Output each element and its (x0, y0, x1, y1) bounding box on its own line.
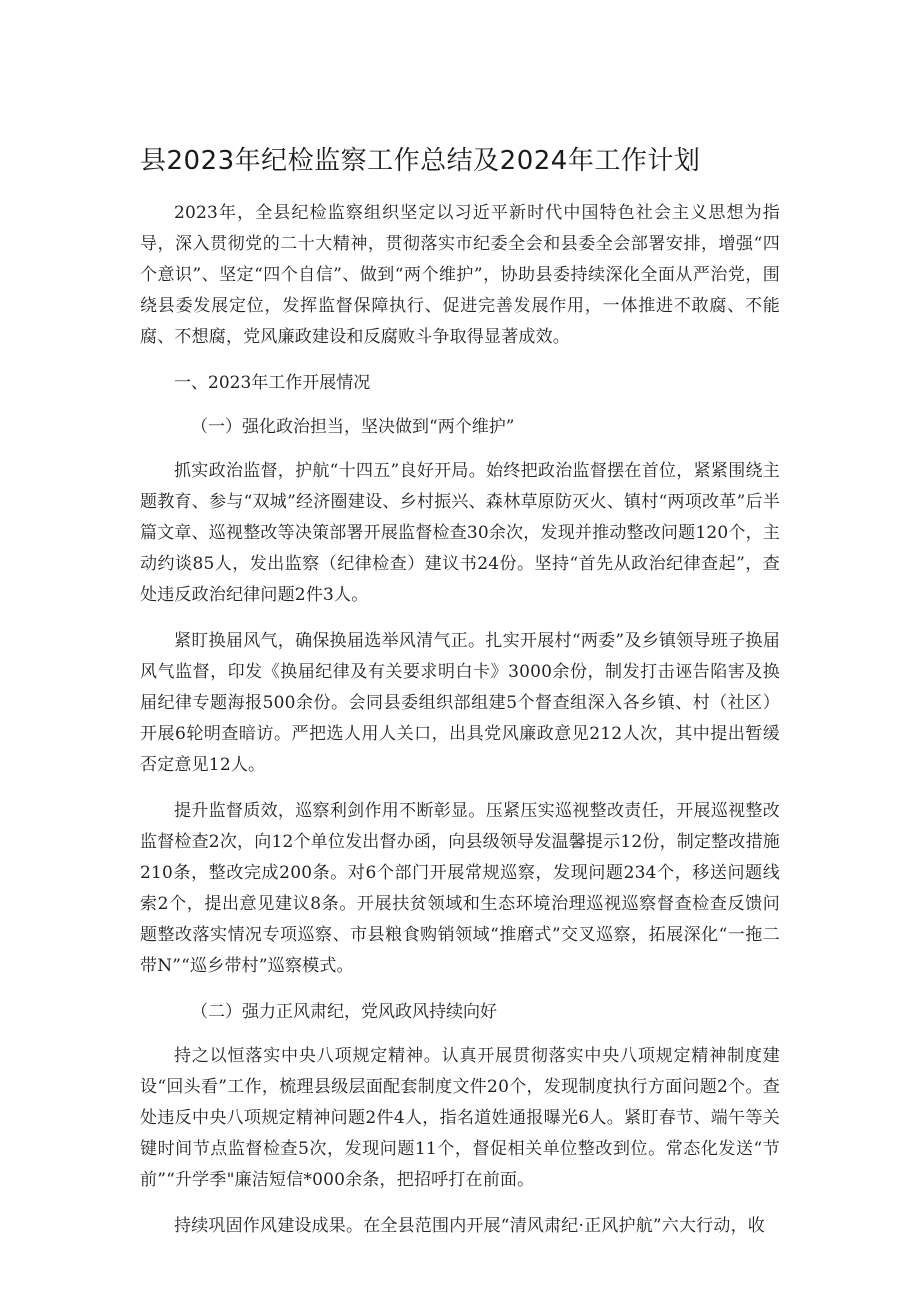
paragraph-work-style: 持续巩固作风建设成果。在全县范围内开展“清风肃纪·正风护航”六大行动，收 (174, 1216, 765, 1236)
document-body (140, 198, 780, 1257)
subsection-heading-2: （二）强力正风肃纪，党风政风持续向好 (191, 1002, 497, 1022)
paragraph-eight-rules: 持之以恒落实中央八项规定精神。认真开展贯彻落实中央八项规定精神制度建设“回头看”工作，梳理县级层面配套制度文件20个，发现制度执行方面问题2个。查处违反中央八项规定精神问题2件4人，指名道姓通报曝光6人。紧盯春节、端午等关键时间节点监督检查5次，发现问题11个，督促相关单位整改到位。常态化发送“节前”“升学季"廉洁短信*000余条，把招呼打在前面。 (140, 1046, 780, 1190)
intro-paragraph: 2023年，全县纪检监察组织坚定以习近平新时代中国特色社会主义思想为指导，深入贯彻党的二十大精神，贯彻落实市纪委全会和县委全会部署安排，增强“四个意识”、坚定“四个自信”、做到“两个维护”，协助县委持续深化全面从严治党，围绕县委发展定位，发挥监督保障执行、促进完善发展作用，一体推进不敢腐、不能腐、不想腐，党风廉政建设和反腐败斗争取得显著成效。 (140, 203, 780, 347)
document-title: 县2023年纪检监察工作总结及2024年工作计划 (140, 146, 701, 176)
subsection-heading-1: （一）强化政治担当，坚决做到“两个维护” (191, 417, 515, 437)
paragraph-inspection-quality: 提升监督质效，巡察利剑作用不断彰显。压紧压实巡视整改责任，开展巡视整改监督检查2次，向12个单位发出督办函，向县级领导发温馨提示12份，制定整改措施210条，整改完成200条。对6个部门开展常规巡察，发现问题234个，移送问题线索2个，提出意见建议8条。开展扶贫领域和生态环境治理巡视巡察督查检查反馈问题整改落实情况专项巡察、市县粮食购销领域“推磨式”交叉巡察，拓展深化“一拖二带N”“巡乡带村”巡察模式。 (140, 801, 780, 976)
paragraph-election-atmosphere: 紧盯换届风气，确保换届选举风清气正。扎实开展村“两委”及乡镇领导班子换届风气监督，印发《换届纪律及有关要求明白卡》3000余份，制发打击诬告陷害及换届纪律专题海报500余份。会同县委组织部组建5个督查组深入各乡镇、村（社区）开展6轮明查暗访。严把选人用人关口，出具党风廉政意见212人次，其中提出暂缓否定意见12人。 (140, 631, 780, 775)
section-heading-1: 一、2023年工作开展情况 (174, 373, 371, 393)
paragraph-political-supervision: 抓实政治监督，护航“十四五”良好开局。始终把政治监督摆在首位，紧紧围绕主题教育、参与“双城”经济圈建设、乡村振兴、森林草原防灭火、镇村“两项改革”后半篇文章、巡视整改等决策部署开展监督检查30余次，发现并推动整改问题120个，主动约谈85人，发出监察（纪律检查）建议书24份。坚持“首先从政治纪律查起”，查处违反政治纪律问题2件3人。 (140, 461, 780, 605)
